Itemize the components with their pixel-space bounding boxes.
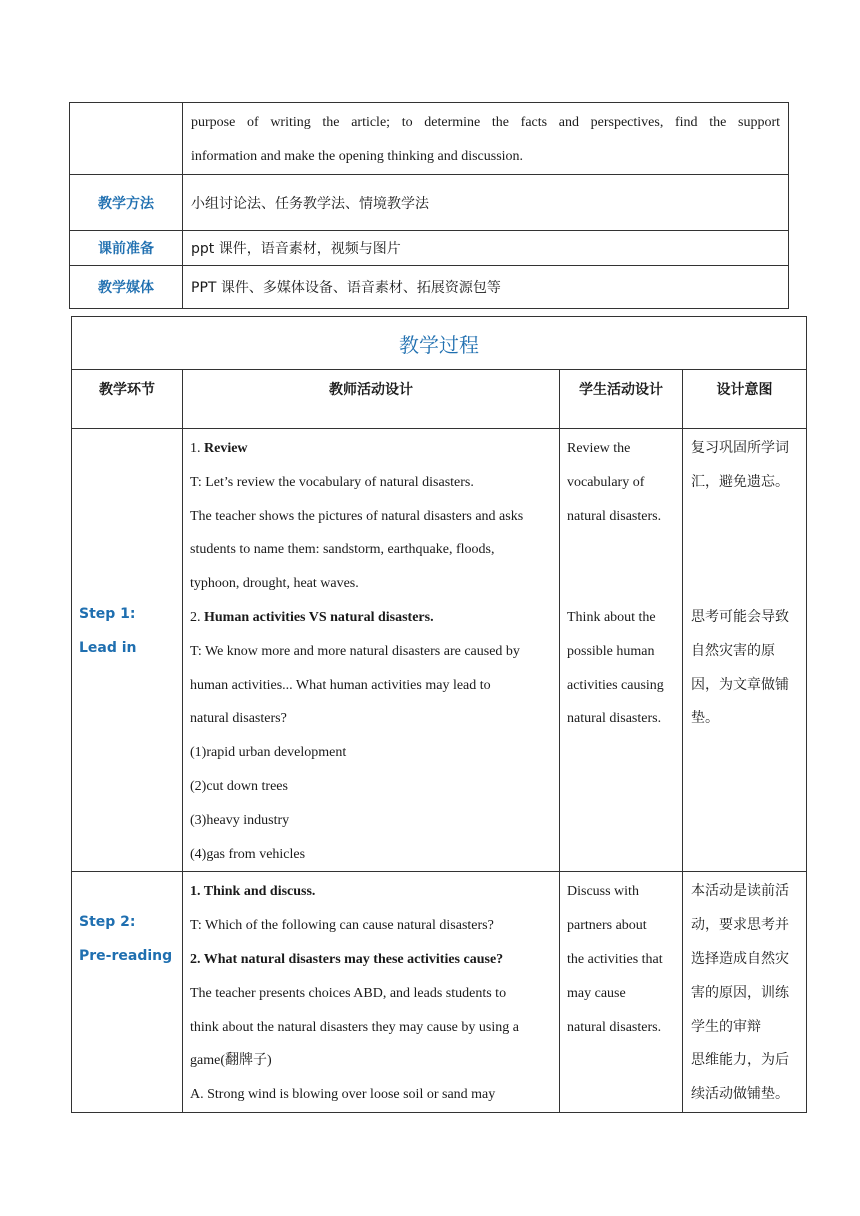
step1-student [560,429,683,872]
media-value: PPT 课件、多媒体设备、语音素材、拓展资源包等 [183,266,789,309]
step2-intent [683,872,807,1113]
purpose-line-1: purpose of writing the article; to determine the facts and perspectives, find the support [191,115,780,130]
step1-teacher-line: (4)gas from vehicles [190,846,306,862]
purpose-cell [183,103,789,175]
process-title: 教学过程 [399,332,479,357]
step1-label-line1: Step 1: [79,606,136,622]
media-label: 教学媒体 [70,266,183,309]
step1-teacher [183,429,560,872]
method-label: 教学方法 [70,175,183,231]
step1-intent-line: 垫。 [691,710,719,727]
step2-student-line: the activities that [567,951,663,967]
step2-student [560,872,683,1113]
step1-student-line: possible human [567,643,655,659]
step1-teacher-line: (1)rapid urban development [190,745,347,761]
step2-student-line: natural disasters. [567,1019,662,1035]
step2-label [72,872,183,1113]
empty-label-cell [70,103,183,175]
step1-intent-line: 复习巩固所学词 [691,440,789,456]
step1-label-line2: Lead in [79,639,137,656]
step1-student-line: vocabulary of [567,474,645,490]
header-student: 学生活动设计 [560,370,683,429]
step1-teacher-line: natural disasters? [190,711,287,727]
step2-teacher-line: 1. Think and discuss. [190,884,316,900]
step2-student-line: Discuss with [567,884,639,900]
step2-intent-line: 害的原因，训练 [691,984,789,1001]
step1-student-line: natural disasters. [567,711,662,727]
step2-label-line2: Pre-reading [79,948,173,965]
header-teacher: 教师活动设计 [183,370,560,429]
step2-teacher [183,872,560,1113]
step1-intent-line: 自然灾害的原 [691,642,775,659]
step2-intent-line: 本活动是读前活 [691,883,789,900]
step1-teacher-line: T: Let’s review the vocabulary of natural disasters. [190,474,474,490]
purpose-line-2: information and make the opening thinking and discussion. [191,149,524,164]
step2-teacher-line: A. Strong wind is blowing over loose soil or sand may [190,1087,496,1103]
step2-teacher-line: 2. What natural disasters may these activities cause? [190,951,504,967]
step2-student-line: partners about [567,918,647,934]
step2-teacher-line: game(翻牌子) [190,1053,272,1069]
process-title-cell [72,317,807,370]
step2-teacher-line: think about the natural disasters they may cause by using a [190,1019,519,1035]
step2-intent-line: 动，要求思考并 [691,917,789,934]
method-value: 小组讨论法、任务教学法、情境教学法 [183,175,789,231]
step1-student-line: Review the [567,441,631,456]
step1-teacher-line: (2)cut down trees [190,778,288,794]
step1-student-line: Think about the [567,609,656,625]
step1-teacher-line: T: We know more and more natural disasters are caused by [190,643,520,659]
step2-teacher-line: T: Which of the following can cause natural disasters? [190,918,494,934]
step1-intent-line: 因，为文章做铺 [691,676,789,693]
header-stage: 教学环节 [72,370,183,429]
step1-teacher-line: typhoon, drought, heat waves. [190,576,359,592]
step2-intent-line: 选择造成自然灾 [691,950,789,967]
step1-student-line: natural disasters. [567,508,662,524]
process-table [71,316,807,1113]
step1-student-line: activities causing [567,677,664,693]
step1-intent-line: 汇，避免遗忘。 [691,473,789,490]
preparation-label: 课前准备 [70,231,183,266]
step2-intent-line: 思维能力，为后 [691,1052,789,1069]
step1-teacher-line: (3)heavy industry [190,812,290,828]
step1-label [72,429,183,872]
step1-teacher-line: human activities... What human activities may lead to [190,677,491,693]
step2-intent-line: 学生的审辩 [691,1018,761,1035]
step2-student-line: may cause [567,985,626,1001]
step1-teacher-line: The teacher shows the pictures of natural disasters and asks [190,508,524,524]
step2-intent-line: 续活动做铺垫。 [691,1086,789,1103]
step1-teacher-line: students to name them: sandstorm, earthquake, floods, [190,542,495,558]
step1-teacher-line: 2. Human activities VS natural disasters. [190,609,434,625]
top-info-table [69,102,789,309]
step2-teacher-line: The teacher presents choices ABD, and leads students to [190,985,507,1001]
step1-intent [683,429,807,872]
step1-teacher-line: 1. Review [190,441,248,456]
step1-intent-line: 思考可能会导致 [691,608,789,625]
step2-label-line1: Step 2: [79,914,136,931]
header-intent: 设计意图 [683,370,807,429]
preparation-value: ppt 课件，语音素材，视频与图片 [183,231,789,266]
